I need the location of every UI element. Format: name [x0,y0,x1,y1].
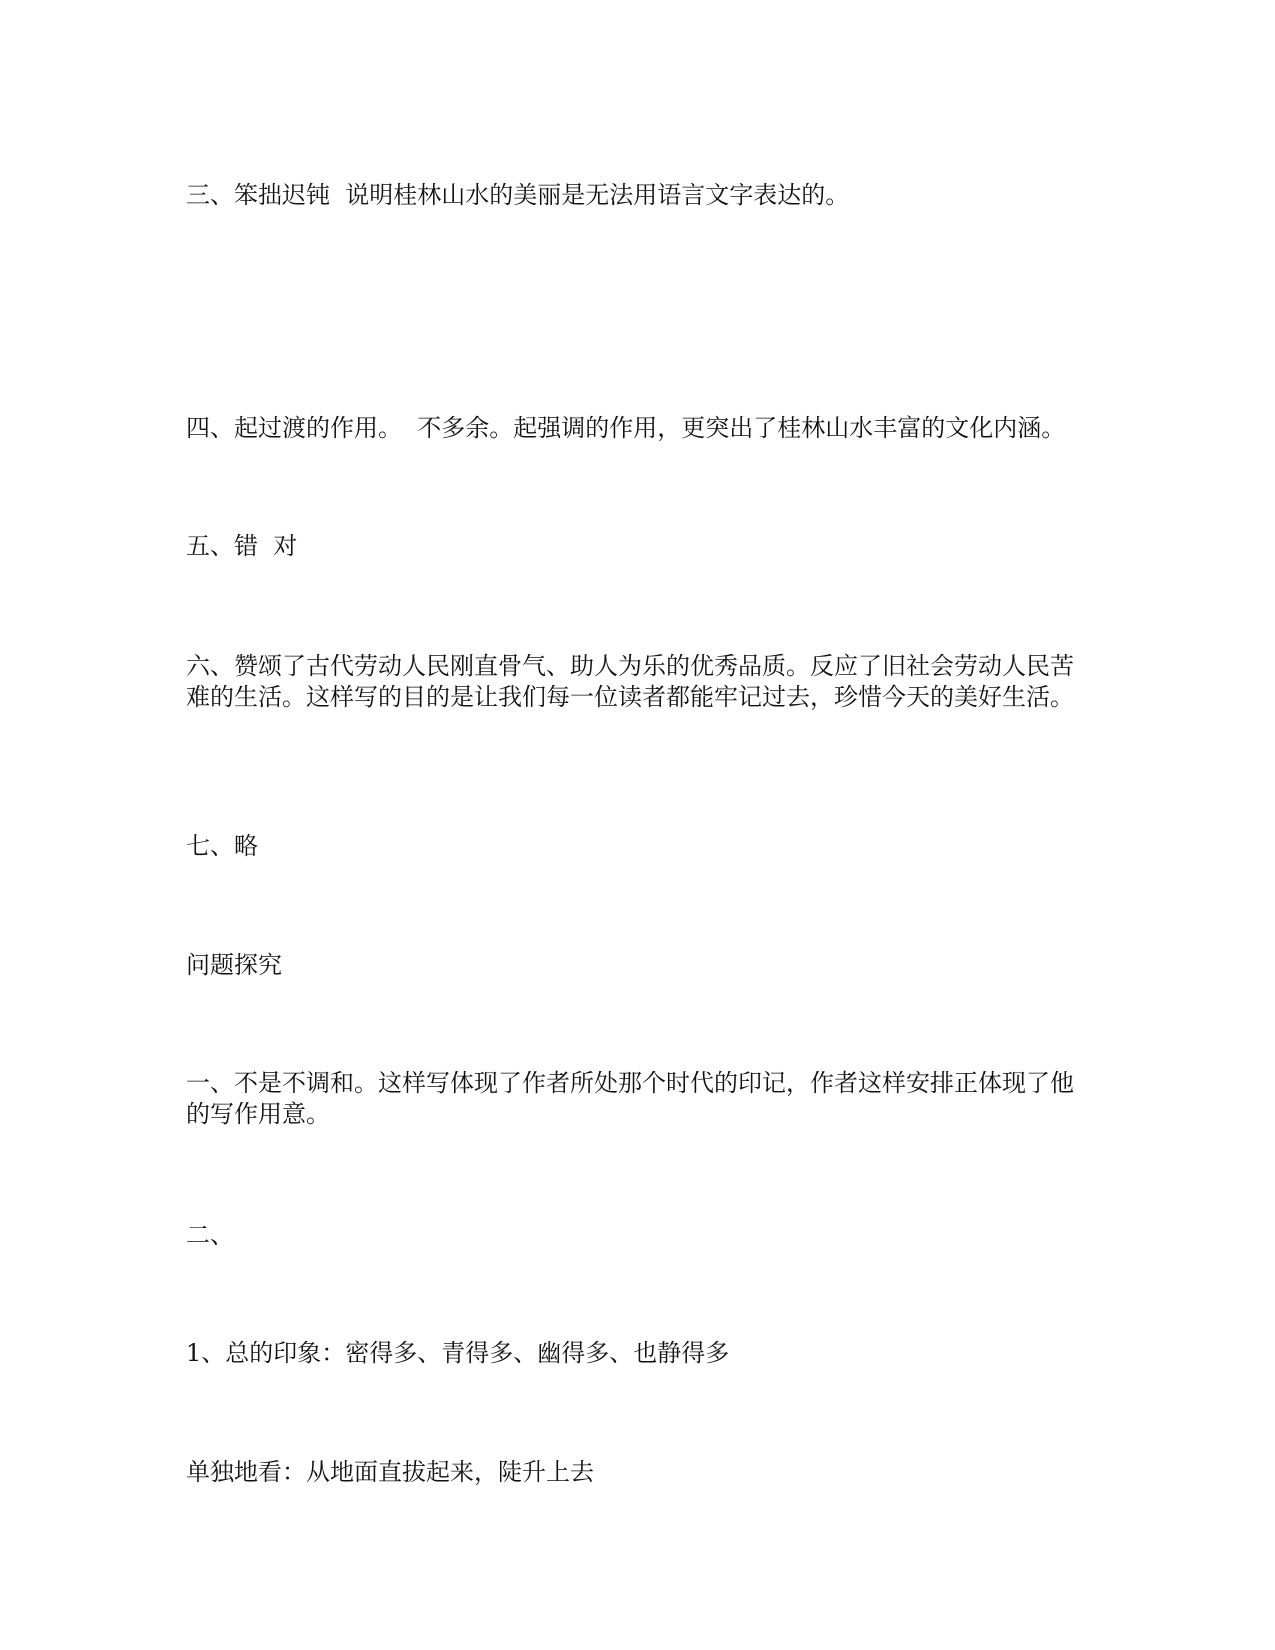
answer-7-paragraph: 七、略 [186,832,258,860]
answer-4-paragraph: 四、起过渡的作用。 不多余。起强调的作用，更突出了桂林山水丰富的文化内涵。 [186,414,1066,442]
inquiry-1-paragraph: 一、不是不调和。这样写体现了作者所处那个时代的印记，作者这样安排正体现了他的写作用意。 [186,1069,1074,1128]
inquiry-2-item-1: 1、总的印象：密得多、青得多、幽得多、也静得多 [186,1339,730,1367]
inquiry-2-item-2: 单独地看：从地面直拔起来，陡升上去 [186,1458,594,1486]
answer-3-paragraph: 三、笨拙迟钝 说明桂林山水的美丽是无法用语言文字表达的。 [186,181,850,209]
answer-5-paragraph: 五、错 对 [186,532,298,560]
inquiry-2-heading: 二、 [186,1221,234,1249]
answer-6-paragraph: 六、赞颂了古代劳动人民刚直骨气、助人为乐的优秀品质。反应了旧社会劳动人民苦难的生活。这样写的目的是让我们每一位读者都能牢记过去，珍惜今天的美好生活。 [186,652,1074,711]
section-heading: 问题探究 [186,951,282,979]
